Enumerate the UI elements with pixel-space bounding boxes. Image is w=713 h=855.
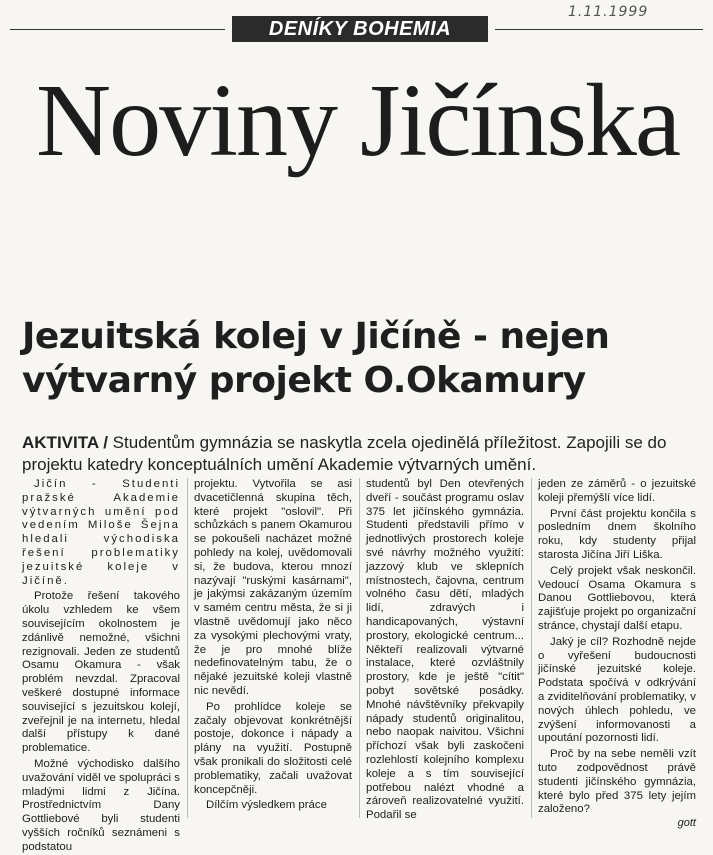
column-divider bbox=[531, 478, 532, 818]
header-rule-right bbox=[495, 29, 703, 30]
publisher-banner: DENÍKY BOHEMIA bbox=[232, 16, 488, 42]
paragraph: studentů byl Den otevřených dveří - součást programu oslav 375 let jičínského gymnázia. Studenti představili přímo v jednotlivých prostorech koleje své návrhy možného využití: jazzový klub ve sklepních místnostech, čajovna, centrum volného času dětí, mladých lidí, zdravých i handicapovaných, výstavní prostory, ekologické centrum... Někteří realizovali výtvarné instalace, které ozvláštnily prostory, kde je ještě "cítit" pobyt sovětské posádky. Mnohé návštěvníky překvapily nápady studentů originalitou, nebo naopak naivitou. Všichni příchozí však byli zaskočeni rozlehlostí kolejního komplexu koleje a s tím související potřebou nalézt vhodné a zároveň realizovatelné využití. Podařil se bbox=[366, 478, 524, 822]
article-column-2 bbox=[194, 478, 352, 834]
section-kicker: AKTIVITA / bbox=[22, 433, 108, 452]
paragraph: Jičín - Studenti pražské Akademie výtvarných umění pod vedením Miloše Šejna hledali východiska řešení problematiky jezuitské koleje v Jičíně. bbox=[22, 478, 180, 587]
column-divider bbox=[359, 478, 360, 818]
newspaper-masthead: Noviny Jičínska bbox=[36, 63, 680, 178]
paragraph: Jaký je cíl? Rozhodně nejde o vyřešení budoucnosti jičínské jezuitské koleje. Podstata spočívá v odkrývání a zviditelňování problematiky, v nových úhlech pohledu, ve zvýšení informovanosti a upoutání pozornosti lidí. bbox=[538, 635, 696, 745]
article-column-3 bbox=[366, 478, 524, 834]
column-divider bbox=[187, 478, 188, 818]
article-headline: Jezuitská kolej v Jičíně - nejen výtvarný projekt O.Okamury bbox=[22, 316, 610, 401]
article-body bbox=[22, 478, 697, 853]
header-rule-left bbox=[10, 29, 225, 30]
paragraph: jeden ze záměrů - o jezuitské koleji přemýšlí více lidí. bbox=[538, 478, 696, 504]
paragraph: Celý projekt však neskončil. Vedoucí Osama Okamura s Danou Gottliebovou, která zajišťuje projekt po organizační stránce, chystají další etapu. bbox=[538, 564, 696, 632]
paragraph: Možné východisko dalšího uvažování viděl ve spolupráci s mladými lidmi z Jičína. Prostřednictvím Dany Gottliebové byli studenti vyšších ročníků seznámeni s podstatou bbox=[22, 757, 180, 853]
author-signature: gott bbox=[677, 817, 696, 830]
article-subhead bbox=[22, 432, 697, 476]
article-column-1 bbox=[22, 478, 180, 853]
paragraph: projektu. Vytvořila se asi dvacetičlenná skupina těch, které projekt "oslovil". Při schůzkách s panem Okamurou se pokoušeli nacházet možné pohledy na kolej, uvědomovali si, že budova, kterou mnozí nazývají "ruskými kasárnami", je jakýmsi zakázaným územím v samém centru města, že si ji vlastně uvědomují jako něco za vysokými plechovými vraty, že je pro mnohé blíže nedefinovatelným tabu, že o nějaké jezuitské koleji vlastně nic nevědí. bbox=[194, 478, 352, 697]
paragraph: První část projektu končila s posledním dnem školního roku, kdy studenty přijal starosta Jičína Jiří Liška. bbox=[538, 507, 696, 561]
subhead-text: Studentům gymnázia se naskytla zcela ojedinělá příležitost. Zapojili se do projektu katedry konceptuálních umění Akademie výtvarných umění. bbox=[22, 433, 667, 474]
handwritten-date: 1.11.1999 bbox=[568, 4, 649, 20]
paragraph: Protože řešení takového úkolu vzhledem ke všem souvisejícím okolnostem je zdánlivě nemožné, všichni rezignovali. Jeden ze studentů Osamu Okamura - však problém nevzdal. Zpracoval veškeré dostupné informace související s jezuitskou kolejí, zveřejnil je na internetu, hledal další přístupy k dané problematice. bbox=[22, 590, 180, 755]
paragraph: Proč by na sebe neměli vzít tuto zodpovědnost právě studenti jičínského gymnázia, které bylo před 375 lety jejím založeno? bbox=[538, 748, 696, 816]
paragraph: Po prohlídce koleje se začaly objevovat konkrétnější postoje, dokonce i nápady a plány na využití. Postupně však pronikali do složitosti celé problematiky, začali uvažovat koncepčněji. bbox=[194, 700, 352, 796]
paragraph: Dílčím výsledkem práce bbox=[206, 799, 327, 812]
article-column-4 bbox=[538, 478, 696, 834]
